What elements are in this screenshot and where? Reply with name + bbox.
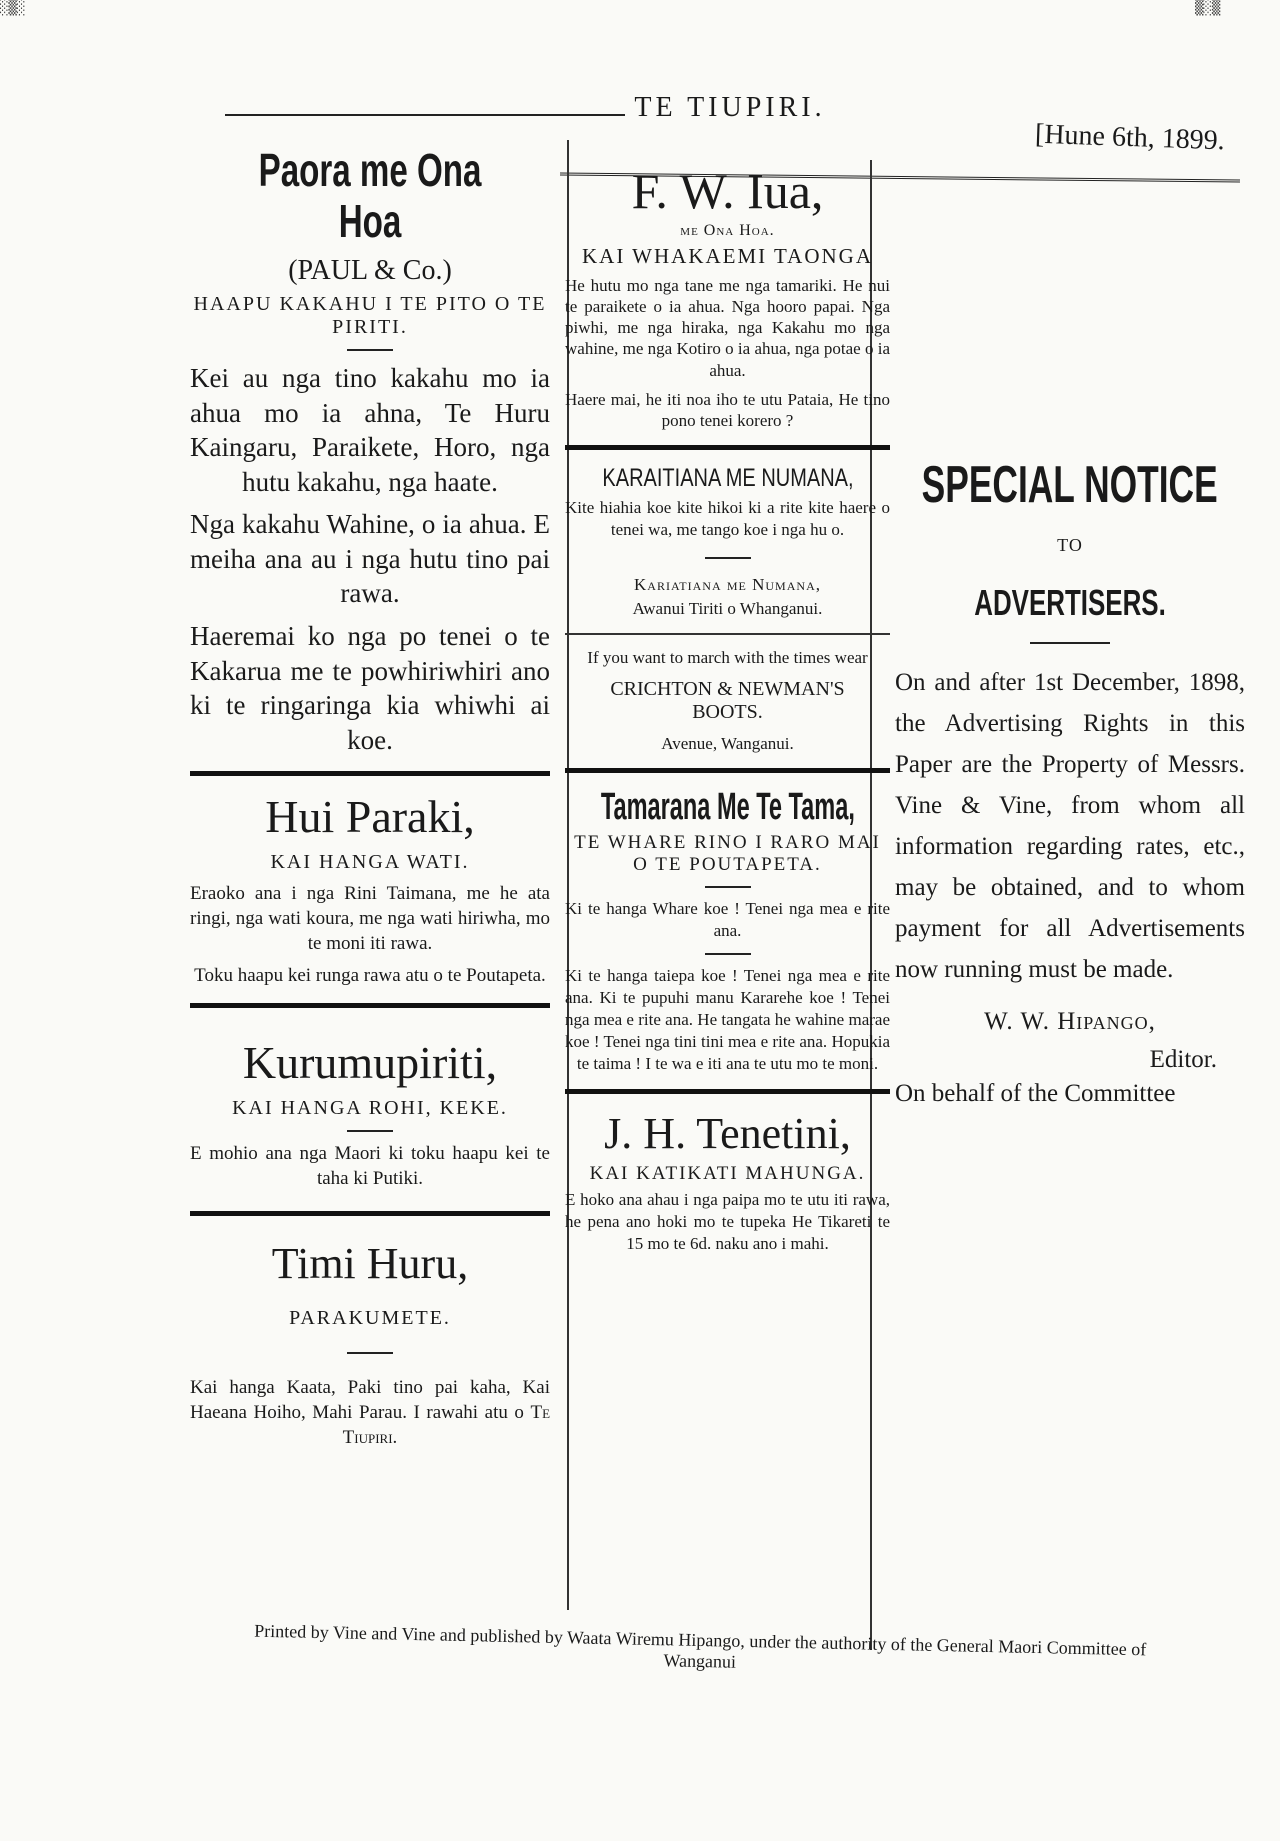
divider-thick (190, 1003, 550, 1008)
divider-thin (565, 633, 890, 635)
notice-role: Editor. (1149, 1046, 1217, 1073)
divider-ornament (1030, 642, 1110, 644)
ad-paora-title: Paora me Ona Hoa (258, 144, 482, 247)
ad-tamarana-para-2: Ki te hanga taiepa koe ! Tenei nga mea e rite ana. Ki te pupuhi manu Kararehe koe ! Tenei nga mea e rite ana. He tangata he wahine marae koe ! Tenei nga tini tini mea e rite ana. Hopukia te taima ! I te wa e iti ana te utu mo te moni. (565, 965, 890, 1073)
scan-speckle-right: ▒░▒ (1195, 0, 1221, 16)
notice-to: TO (1057, 535, 1083, 555)
divider-thick (565, 1089, 890, 1094)
ad-kurumupiriti (190, 1036, 550, 1191)
ad-tenetini (565, 1108, 890, 1255)
ad-paora-para-1: Kei au nga tino kakahu mo ia ahua mo ia ahna, Te Huru Kaingaru, Paraikete, Horo, nga hutu kakahu, nga haate. (190, 363, 550, 497)
masthead-date: [Hune 6th, 1899. (1034, 118, 1226, 157)
ad-tamarana-title: Tamarana Me Te Tama, (600, 785, 855, 828)
ad-hui-paraki-para-1: Eraoko ana i nga Rini Taimana, me he ata ringi, nga wati koura, me nga wati hiriwha, mo te moni iti rawa. (190, 883, 550, 954)
ad-tenetini-title: J. H. Tenetini, (604, 1108, 851, 1158)
divider-thick (190, 771, 550, 776)
ad-tenetini-tagline: KAI KATIKATI MAHUNGA. (589, 1162, 866, 1184)
ad-fw-iua (565, 165, 890, 431)
scan-speckle-left: ░▒░ (0, 0, 26, 16)
ad-timi-huru-tagline: PARAKUMETE. (289, 1307, 451, 1330)
column-1 (190, 145, 550, 1458)
ad-timi-huru-paper-name: Te Tiupiri. (342, 1402, 551, 1448)
ad-fw-iua-para-2: Haere mai, he iti noa iho te utu Pataia, He tino pono tenei korero ? (565, 389, 890, 430)
ad-hui-paraki-tagline: KAI HANGA WATI. (270, 851, 470, 874)
ad-paora (190, 145, 550, 757)
ad-timi-huru (190, 1238, 550, 1450)
masthead-title: TE TIUPIRI. (634, 92, 826, 123)
ad-timi-huru-para-1: Kai hanga Kaata, Paki tino pai kaha, Kai Haeana Hoiho, Mahi Parau. I rawahi atu o (190, 1377, 550, 1424)
column-2 (565, 165, 890, 1263)
notice-title: SPECIAL NOTICE (921, 456, 1219, 514)
masthead-rule-left (225, 114, 625, 116)
ad-karaitiana-name: Kariatiana me Numana, (634, 575, 821, 595)
ad-tenetini-para-1: E hoko ana ahau i nga paipa mo te utu iti rawa, he pena ano hoki mo te tupeka He Tikareti te 15 mo te 6d. naku ano i mahi. (565, 1189, 890, 1254)
ad-kurumupiriti-tagline: KAI HANGA ROHI, KEKE. (232, 1096, 508, 1119)
notice-subtitle: ADVERTISERS. (974, 582, 1166, 623)
divider-short (705, 886, 751, 888)
ad-karaitiana (565, 464, 890, 619)
notice-behalf: On behalf of the Committee (895, 1080, 1176, 1107)
notice-signature: W. W. Hipango, (984, 1008, 1156, 1035)
divider-thick (565, 445, 890, 450)
ad-paora-subtitle: (PAUL & Co.) (288, 255, 452, 287)
divider-short (705, 557, 751, 559)
ad-hui-paraki-para-2: Toku haapu kei runga rawa atu o te Poutapeta. (194, 965, 546, 987)
ad-crichton-address: Avenue, Wanganui. (661, 733, 794, 753)
ad-crichton-para-1: If you want to march with the times wear (587, 648, 868, 668)
footer-imprint: Printed by Vine and Vine and published by Waata Wiremu Hipango, under the authority of the General Maori Committee of Wanganui (254, 1620, 1147, 1672)
ad-karaitiana-title: KARAITIANA ME NUMANA, (601, 464, 854, 493)
divider-short (347, 349, 393, 351)
masthead (0, 92, 1280, 157)
ad-karaitiana-para-1: Kite hiahia koe kite hikoi ki a rite kite haere o tenei wa, me tango koe i nga hu o. (565, 498, 890, 540)
ad-tamarana-tagline: TE WHARE RINO I RARO MAI O TE POUTAPETA. (574, 832, 881, 876)
ad-fw-iua-sub: me Ona Hoa. (680, 221, 775, 239)
divider-short (347, 1130, 393, 1132)
ad-tamarana (565, 787, 890, 1075)
notice-body: On and after 1st December, 1898, the Advertising Rights in this Paper are the Property of Messrs. Vine & Vine, from whom all information regarding rates, etc., may be obtained, and to whom payment for all Advertisements now running must be made. (895, 669, 1245, 983)
ad-timi-huru-title: Timi Huru, (271, 1239, 469, 1289)
ad-hui-paraki (190, 790, 550, 989)
ad-hui-paraki-title: Hui Paraki, (265, 791, 475, 843)
ad-paora-tagline: HAAPU KAKAHU I TE PITO O TE PIRITI. (193, 293, 547, 339)
column-3 (895, 455, 1245, 1108)
ad-tamarana-para-1: Ki te hanga Whare koe ! Tenei nga mea e rite ana. (565, 899, 890, 941)
ad-paora-para-2: Nga kakahu Wahine, o ia ahua. E meiha ana au i nga hutu tino pai rawa. (190, 509, 550, 609)
ad-karaitiana-address: Awanui Tiriti o Whanganui. (632, 599, 823, 619)
ad-crichton-newman (565, 647, 890, 753)
ad-kurumupiriti-title: Kurumupiriti, (242, 1036, 498, 1088)
ad-fw-iua-tagline: KAI WHAKAEMI TAONGA (581, 243, 873, 268)
divider-thick (565, 768, 890, 773)
ad-kurumupiriti-para-1: E mohio ana nga Maori ki toku haapu kei te taha ki Putiki. (190, 1142, 550, 1189)
divider-short (347, 1352, 393, 1354)
divider-short (705, 953, 751, 955)
ad-fw-iua-para-1: He hutu mo nga tane me nga tamariki. He nui te paraikete o ia ahua. Nga hooro papai. Nga piwhi, me nga hiraka, nga Kakahu mo nga wahine, me nga Kotiro o ia ahua, nga potae o ia ahua. (565, 275, 890, 380)
ad-crichton-brand: CRICHTON & NEWMAN'S BOOTS. (610, 677, 845, 723)
ad-fw-iua-title: F. W. Iua, (631, 163, 824, 219)
divider-thick (190, 1211, 550, 1216)
ad-paora-para-3: Haeremai ko nga po tenei o te Kakarua me te powhiriwhiri ano ki te ringaringa kia whiwhi ai koe. (190, 621, 550, 755)
